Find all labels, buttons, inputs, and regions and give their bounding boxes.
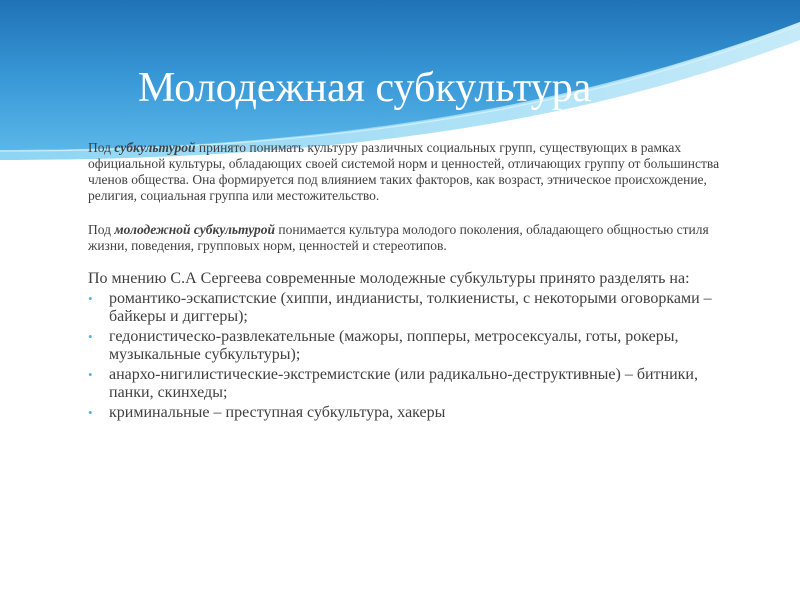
list-item: [88, 404, 728, 422]
list-item: [88, 366, 728, 402]
list-item-text: криминальные – преступная субкультура, хакеры: [109, 404, 446, 421]
para1-after: принято понимать культуру различных социальных групп, существующих в рамках официальной культуры, обладающих своей системой норм и ценностей, отличающих группу от большинства членов общества. Она формируется под влиянием таких факторов, как возраст, этническое происхождение, религия, социальная группа или местожительство.: [88, 140, 720, 203]
list-item-text: анархо-нигилистические-экстремистские (или радикально-деструктивные) – битники, панки, скинхеды;: [109, 366, 698, 401]
para2-after: понимается культура молодого поколения, обладающего общностью стиля жизни, поведения, групповых норм, ценностей и стереотипов.: [88, 222, 709, 253]
list-item: [88, 328, 728, 364]
classification-list: [88, 290, 728, 422]
definition-subculture: [88, 140, 728, 204]
list-item-text: романтико-эскапистские (хиппи, индианисты, толкиенисты, с некоторыми оговорками – байкеры и диггеры);: [109, 290, 712, 325]
para1-before: Под: [88, 140, 115, 155]
bullet-dot-icon: •: [88, 367, 93, 382]
term-subculture: субкультурой: [114, 140, 196, 155]
bullet-dot-icon: •: [88, 405, 93, 420]
slide-content: [88, 140, 728, 422]
list-item-text: гедонистическо-развлекательные (мажоры, попперы, метросексуалы, готы, рокеры, музыкальные субкультуры);: [109, 328, 679, 363]
bullet-dot-icon: •: [88, 329, 93, 344]
slide-title: Молодежная субкультура: [138, 65, 592, 111]
definition-youth-subculture: [88, 222, 728, 254]
list-item: [88, 290, 728, 326]
classification-intro: По мнению С.А Сергеева современные молодежные субкультуры принято разделять на:: [88, 270, 690, 287]
para2-before: Под: [88, 222, 115, 237]
term-youth-subculture: молодежной субкультурой: [114, 222, 276, 237]
bullet-dot-icon: •: [88, 291, 93, 306]
